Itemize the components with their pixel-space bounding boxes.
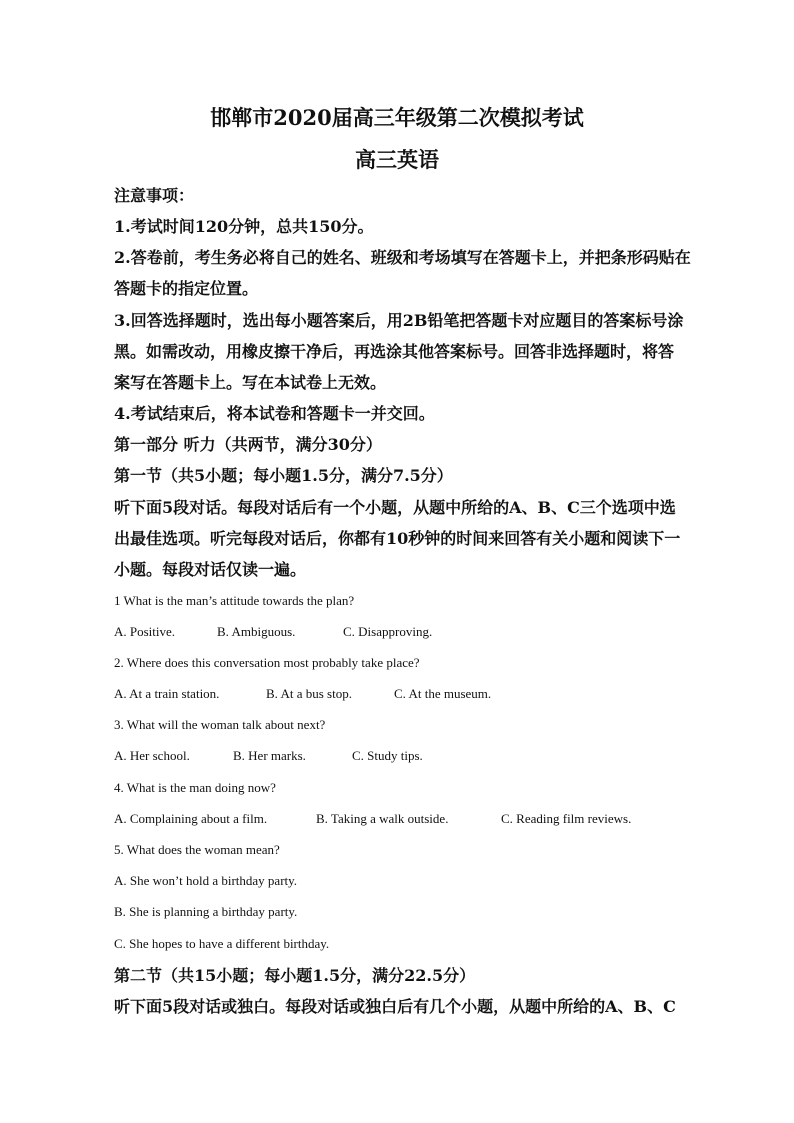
exam-subtitle: 高三英语 xyxy=(355,147,439,172)
section2-heading: 第二节（共15小题；每小题1.5分，满分22.5分） xyxy=(114,966,476,985)
section1-instructions-line-3: 小题。每段对话仅读一遍。 xyxy=(114,560,307,579)
notice-item-3-line-2: 黑。如需改动，用橡皮擦干净后，再选涂其他答案标号。回答非选择题时，将答 xyxy=(114,342,675,361)
question-3-option-c: C. Study tips. xyxy=(352,748,423,763)
notice-item-2-line-1: 2.答卷前，考生务必将自己的姓名、班级和考场填写在答题卡上，并把条形码贴在 xyxy=(114,248,691,267)
part1-heading: 第一部分 听力（共两节，满分30分） xyxy=(114,435,382,454)
question-3-option-b: B. Her marks. xyxy=(233,748,306,763)
question-5-option-b: B. She is planning a birthday party. xyxy=(114,904,298,919)
notice-item-2-line-2: 答题卡的指定位置。 xyxy=(114,279,259,298)
question-3: 3. What will the woman talk about next? xyxy=(114,717,326,732)
notice-heading: 注意事项： xyxy=(114,186,195,205)
question-4: 4. What is the man doing now? xyxy=(114,780,276,795)
exam-title: 邯郸市2020届高三年级第二次模拟考试 xyxy=(210,105,584,130)
question-2: 2. Where does this conversation most probably take place? xyxy=(114,655,420,670)
question-2-option-c: C. At the museum. xyxy=(394,686,492,701)
question-5: 5. What does the woman mean? xyxy=(114,842,280,857)
question-2-option-a: A. At a train station. xyxy=(114,686,220,701)
question-3-option-a: A. Her school. xyxy=(114,748,190,763)
question-1: 1 What is the man’s attitude towards the plan? xyxy=(114,593,355,608)
question-4-option-a: A. Complaining about a film. xyxy=(114,811,268,826)
question-1-option-b: B. Ambiguous. xyxy=(217,624,296,639)
section1-heading: 第一节（共5小题；每小题1.5分，满分7.5分） xyxy=(114,466,453,485)
question-1-option-c: C. Disapproving. xyxy=(343,624,433,639)
question-2-option-b: B. At a bus stop. xyxy=(266,686,352,701)
section1-instructions-line-1: 听下面5段对话。每段对话后有一个小题，从题中所给的A、B、C三个选项中选 xyxy=(114,498,676,517)
section2-instructions-line-1: 听下面5段对话或独白。每段对话或独白后有几个小题，从题中所给的A、B、C xyxy=(114,997,676,1016)
question-4-option-c: C. Reading film reviews. xyxy=(501,811,632,826)
question-5-option-a: A. She won’t hold a birthday party. xyxy=(114,873,298,888)
section1-instructions-line-2: 出最佳选项。听完每段对话后，你都有10秒钟的时间来回答有关小题和阅读下一 xyxy=(114,529,681,548)
notice-item-3-line-1: 3.回答选择题时，选出每小题答案后，用2B铅笔把答题卡对应题目的答案标号涂 xyxy=(114,311,684,330)
notice-item-4: 4.考试结束后，将本试卷和答题卡一并交回。 xyxy=(114,404,435,423)
question-1-option-a: A. Positive. xyxy=(114,624,176,639)
notice-item-1: 1.考试时间120分钟，总共150分。 xyxy=(114,217,374,236)
notice-item-3-line-3: 案写在答题卡上。写在本试卷上无效。 xyxy=(114,373,387,392)
question-5-option-c: C. She hopes to have a different birthday. xyxy=(114,936,330,951)
question-4-option-b: B. Taking a walk outside. xyxy=(316,811,449,826)
